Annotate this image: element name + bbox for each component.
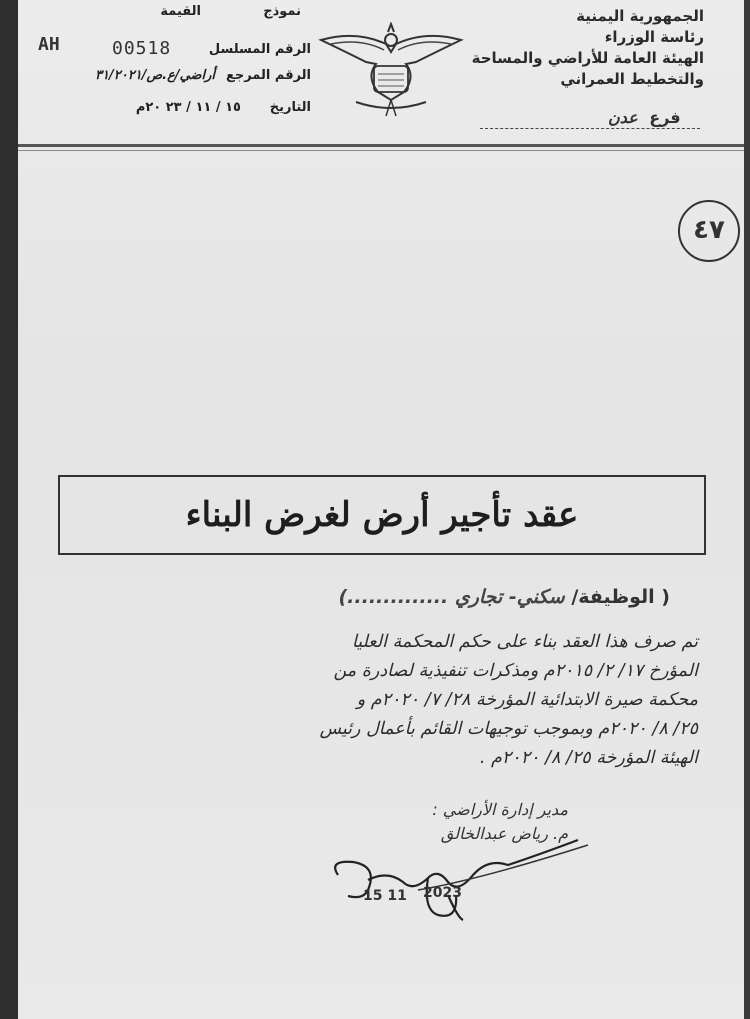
body-line: محكمة صيرة الابتدائية المؤرخة ٢٨/ ٧/ ٢٠٢٠م و <box>356 690 698 710</box>
header-line-planning: والتخطيط العمراني <box>560 70 704 88</box>
date-label: التاريخ <box>269 100 311 115</box>
document-page <box>18 0 744 1019</box>
contract-title: عقد تأجير أرض لغرض البناء <box>185 495 579 535</box>
body-line: تم صرف هذا العقد بناء على حكم المحكمة العليا <box>351 632 698 652</box>
branch-value: عدن <box>608 108 638 127</box>
signature-day-month <box>363 888 407 904</box>
date-row <box>26 100 311 122</box>
title-box <box>58 475 706 555</box>
branch-label: فرع <box>649 108 681 127</box>
body-line: الهيئة المؤرخة ٢٥/ ٨/ ٢٠٢٠م . <box>479 748 698 768</box>
signatory-title: مدير إدارة الأراضي : <box>432 800 568 819</box>
issuer-header <box>471 6 704 90</box>
signatory-name: م. رياض عبدالخالق <box>440 824 568 843</box>
header-line-cabinet: رئاسة الوزراء <box>604 28 704 46</box>
handwritten-signature <box>308 820 608 930</box>
header-divider <box>18 144 744 147</box>
reference-value: أراضي/ع.ص/٣١/٢٠٢١ <box>95 68 215 83</box>
scan-left-edge <box>0 0 18 1019</box>
form-label: نموذج <box>263 4 301 19</box>
branch-field <box>608 108 681 127</box>
signature-month: 11 <box>387 888 407 904</box>
function-label: ( الوظيفة/ <box>571 586 670 608</box>
reference-label: الرقم المرجع <box>225 68 311 83</box>
body-line: ٢٥/ ٨/ ٢٠٢٠م وبموجب توجيهات القائم بأعمال رئيس <box>319 719 698 739</box>
form-value-row <box>26 4 311 26</box>
signature-day: 15 <box>363 888 383 904</box>
signature-year: 2023 <box>423 885 462 901</box>
function-line <box>130 586 670 608</box>
serial-row <box>26 42 311 64</box>
serial-label: الرقم المسلسل <box>208 42 311 57</box>
header-line-authority: الهيئة العامة للأراضي والمساحة <box>471 49 704 67</box>
reference-row <box>26 68 311 90</box>
serial-number: 00518 <box>112 38 172 59</box>
yemen-eagle-emblem-icon <box>316 22 466 118</box>
page-number-circle: ٤٧ <box>678 200 740 262</box>
date-value: ١٥ / ١١ / ٢٣ ٢٠م <box>135 100 241 115</box>
header-divider-thin <box>18 150 744 151</box>
body-line: المؤرخ ١٧/ ٢/ ٢٠١٥م ومذكرات تنفيذية لصادرة من <box>333 661 698 681</box>
header-line-republic: الجمهورية اليمنية <box>576 7 704 25</box>
series-prefix: AH <box>38 34 60 55</box>
function-value: سكني- تجاري ..............) <box>338 586 565 608</box>
value-label: القيمة <box>160 4 201 19</box>
contract-body <box>118 628 698 773</box>
branch-underline <box>480 128 700 129</box>
